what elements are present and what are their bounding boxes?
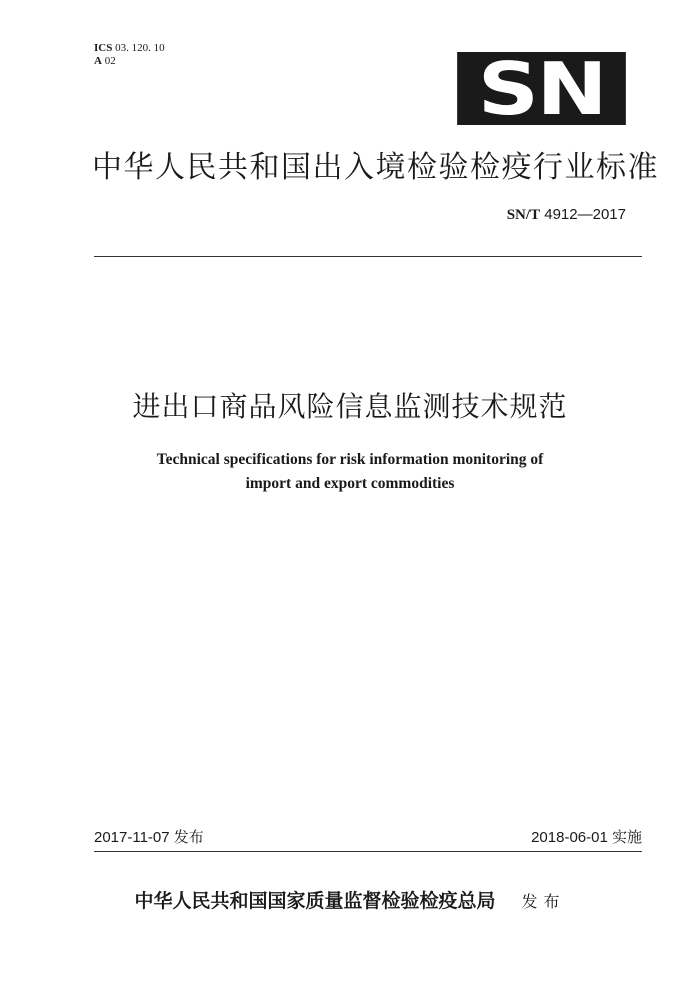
english-title-line-1: Technical specifications for risk information monitoring of	[156, 451, 544, 468]
issuer-action: 发布	[521, 892, 566, 911]
ics-label: ICS	[94, 42, 113, 54]
standard-number-value: 4912—2017	[544, 206, 626, 223]
top-divider	[94, 256, 642, 257]
issue-date: 2017-11-07 发布	[94, 829, 204, 846]
issuer-name: 中华人民共和国国家质量监督检验检疫总局	[134, 890, 496, 912]
sn-logo: SN	[457, 52, 626, 125]
standard-number	[507, 206, 626, 224]
ics-code-line	[94, 42, 165, 55]
ccs-code: 02	[104, 55, 116, 67]
classification-codes	[94, 42, 165, 68]
english-title-line-2: import and export commodities	[245, 475, 455, 492]
issuing-authority	[0, 886, 700, 913]
document-title-chinese: 进出口商品风险信息监测技术规范	[132, 390, 568, 423]
ics-code: 03. 120. 10	[115, 42, 165, 54]
standard-class-title: 中华人民共和国出入境检验检疫行业标准	[92, 150, 659, 185]
implementation-date: 2018-06-01 实施	[531, 829, 642, 846]
document-title-english	[0, 448, 700, 496]
ccs-code-line	[94, 55, 165, 68]
ccs-label: A	[94, 55, 102, 67]
standard-number-prefix: SN/T	[506, 207, 541, 223]
bottom-divider	[94, 851, 642, 852]
